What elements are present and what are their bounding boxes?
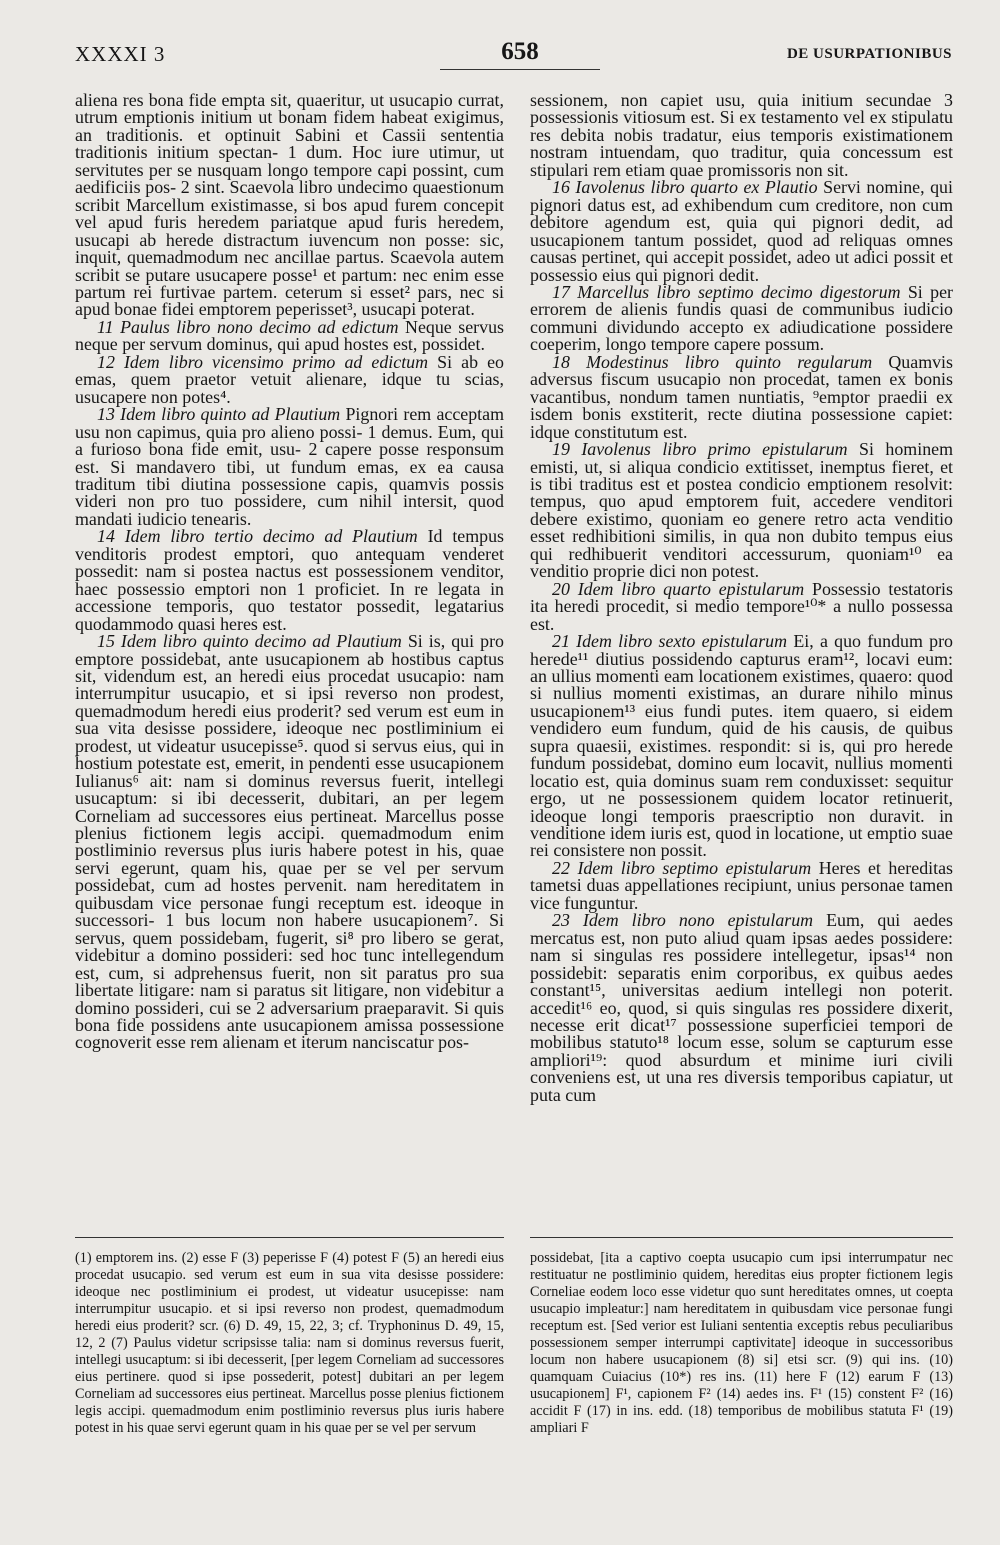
paragraph: [75, 316, 504, 355]
paragraph-text: Ei, a quo fundum pro herede¹¹ diutius possidendo capturus eram¹², locavi eum: an ullius momenti eam locationem existimes, quaero: quod si nullius momenti existimas, an durare nihilo minus usucapionem¹³ eius fundi putes. item quaero, si eidem vendidero eum fundum, quid de his causis, de quibus supra quaesii, existimes. respondit: si is, qui pro herede fundum possidebat, domino eum locavit, nullius momenti locatio est, quia dominus suam rem conduxisset: sequitur ergo, ut ne possessionem quidem locator retinuerit, ideoque longi temporis praescriptio non duravit. in venditione idem iuris est, quod in locatione, ut emptio suae rei consistere non possit.: [530, 631, 953, 861]
paragraph-text: Quamvis adversus fiscum usucapio non procedat, tamen ex bonis vacantibus, nondum tamen nuntiatis, ⁹emptor praedii ex isdem bonis exstiterit, recte diutina possessione capiet: idque constitutum est.: [530, 351, 953, 442]
paragraph: [530, 857, 953, 913]
fragment-heading: 21 Idem libro sexto epistularum: [552, 631, 788, 652]
paragraph: [75, 406, 504, 528]
paragraph-text: sessionem, non capiet usu, quia initium secundae 3 possessionis vitiosum est. Si ex testamento vel ex stipulatu res debita nobis tradatur, eius temporis existimationem nostram intuendam, quo traditur, quia concessum est stipulari rem etiam quae promissoris non sit.: [530, 90, 953, 180]
paragraph-text: Si ab eo emas, quem praetor vetuit alienare, idque tu scias, usucapere non potes⁴.: [75, 351, 504, 407]
left-text-column: [75, 92, 504, 1052]
paragraph: [75, 351, 504, 407]
paragraph: [75, 633, 504, 1052]
fragment-heading: 20 Idem libro quarto epistularum: [552, 578, 805, 599]
paragraph-text: Si per errorem de alienis fundis quasi de communibus iudicio communi dividundo accepto ex adiudicatione possidere coeperim, longo tempore capere possum.: [530, 281, 953, 355]
fragment-heading: 12 Idem libro vicensimo primo ad edictum: [97, 351, 429, 372]
running-title: DE USURPATIONIBUS: [786, 46, 952, 62]
paragraph: [530, 912, 953, 1104]
fragment-heading: 15 Idem libro quinto decimo ad Plautium: [97, 631, 402, 652]
paragraph-text: Neque servus neque per servum dominus, qui apud hostes est, possidet.: [75, 316, 504, 355]
paragraph: [530, 578, 953, 634]
paragraph-text: aliena res bona fide empta sit, quaeritur, ut usucapio currat, utrum emptionis initium ut bonam fidem habeat exigimus, an traditionis. et optinuit Sabini et Cassii sententia traditionis initium spectan- 1 dum. Hoc iure utimur, ut servitutes per se nusquam longo tempore capi possint, cum aedificiis pos- 2 sint. Scaevola libro undecimo quaestionum scribit Marcellum existimasse, si bos apud furem concepit vel apud furis heredem pariatque apud furis heredem, usucapi ab herede distractum iuvencum non posse: sic, inquit, quemadmodum nec ancillae partus. Scaevola autem scribit se putare usucapere posse¹ et partum: nec enim esse partum rei furtivae partem. ceterum si esset² pars, nec si apud bonae fidei emptorem peperisset³, usucapi poterat.: [75, 90, 504, 320]
fragment-heading: 23 Idem libro nono epistularum: [552, 910, 814, 931]
fragment-heading: 18 Modestinus libro quinto regularum: [552, 351, 873, 372]
page-header: [0, 0, 1000, 80]
paragraph: [530, 441, 953, 581]
fragment-heading: 13 Idem libro quinto ad Plautium: [97, 404, 341, 425]
fragment-heading: 17 Marcellus libro septimo decimo digestorum: [552, 281, 901, 302]
page-number: 658: [501, 38, 539, 65]
footnotes-left: [75, 1250, 504, 1436]
footnote-divider-right: [530, 1237, 953, 1238]
fragment-heading: 22 Idem libro septimo epistularum: [552, 857, 812, 878]
paragraph: [530, 179, 953, 284]
header-rule: [440, 69, 600, 70]
paragraph: [530, 351, 953, 442]
paragraph-text: Servi nomine, qui pignori datus est, ad exhibendum cum creditore, non cum debitore agendum est, quia qui pignori dedit, ad usucapionem tantum possidet, quod ad reliquas omnes causas pertinet, qui accepit possidet, adeo ut adici possit et possessio eius qui pignori dedit.: [530, 177, 953, 285]
fragment-heading: 19 Iavolenus libro primo epistularum: [552, 439, 848, 460]
paragraph-text: Si hominem emisti, ut, si aliqua condicio extitisset, inemptus fieret, et is tibi traditus est et postea condicio emptionem resolvit: tempus, quo apud emptorem fuit, accedere venditori debere existimo, quoniam eo genere retro acta venditio esset redhibitioni similis, in qua non dubito tempus eius qui redhibuerit venditori accessurum, quoniam¹⁰ ea venditio proprie dici non potest.: [530, 439, 953, 582]
paragraph-text: Si is, qui pro emptore possidebat, ante usucapionem ab hostibus captus sit, videndum est, an heredi eius procedat usucapio: nam interrumpitur usucapio, et si ipsi reverso non prodest, quemadmodum heredi eius proderit? sed verum est eum in sua vita desisse possidere, ideoque nec postliminium ei prodest, ut videatur usucepisse⁵. quod si servus eius, qui in hostium potestate est, emerit, in pendenti esse usucapionem Iulianus⁶ ait: nam si dominus reversus fuerit, intellegi usucaptum: si ibi decesserit, dubitari, an per legem Corneliam ad successores eius pertineat. Marcellus posse plenius fictionem legis accipi. quemadmodum enim postliminio reversus plus iuris habere potest in his, quae servi egerunt, quam his, quae per se vel per servum possidebat, cum ad hostes pervenit. nam hereditatem in quibusdam vice personae fungi receptum est. ideoque in successori- 1 bus locum non habere usucapionem⁷. Si servus, quem possidebam, fugerit, si⁸ pro libero se gerat, videbitur a domino possideri: sed hoc tunc intellegendum est, cum, si adprehensus fuerit, non sit paratus pro sua libertate litigare: nam si paratus sit litigare, non videbitur a domino possideri, cui se 2 adversarium praeparavit. Si quis bona fide possidens ante usucapionem amissa possessione cognoverit esse rem alienam et iterum nanciscatur pos-: [75, 631, 504, 1053]
fragment-heading: 16 Iavolenus libro quarto ex Plautio: [552, 177, 818, 198]
footnote-text: (1) emptorem ins. (2) esse F (3) peperisse F (4) potest F (5) an heredi eius procedat usucapio. sed verum est eum in sua vita desisse possidere: ideoque nec postliminium ei prodest, ut videatur usucepisse: nam interrumpitur usucapio. et si ipsi reverso non prodest, quemadmodum heredi eius proderit? scr. (6) D. 49, 15, 22, 3; cf. Tryphoninus D. 49, 15, 12, 2 (7) Paulus videtur scripsisse talia: nam si dominus reversus fuerit, intellegi usucaptum: si ibi decesserit, [per legem Corneliam ad successores eius pertinere. quod si ipse possederit, potest] dubitari an per legem Corneliam ad successores eius pertineat. Marcellus posse plenius fictionem legis accipi. quemadmodum enim postliminio reversus plus iuris habere potest in his quae servi egerunt quam in his quae per se vel per servum: [75, 1250, 504, 1436]
footnote-divider-left: [75, 1237, 504, 1238]
paragraph-text: Eum, qui aedes mercatus est, non puto aliud quam ipsas aedes possidere: nam si singulas res possidere intellegetur, ipsas¹⁴ non possidebit: separatis enim corporibus, ex quibus aedes constant¹⁵, universitas aedium intellegi non poterit. accedit¹⁶ eo, quod, si quis singulas res possidere dixerit, necesse erit dicat¹⁷ possessione superficiei tempori de mobilibus statuto¹⁸ locum esse, solum se capturum esse ampliori¹⁹: quod absurdum et minime iuri civili conveniens est, ut una res diversis temporibus capiatur, ut puta cum: [530, 910, 953, 1105]
paragraph-text: Pignori rem acceptam usu non capimus, quia pro alieno possi- 1 demus. Eum, qui a furioso bona fide emit, usu- 2 capere posse responsum est. Si mandavero tibi, ut fundum emas, ex ea causa traditum tibi diutina possessione capis, quamvis possis videri non pro tuo possidere, cum nihil intersit, quod mandati iudicio tenearis.: [75, 404, 504, 529]
paragraph: [530, 633, 953, 860]
fragment-heading: 14 Idem libro tertio decimo ad Plautium: [97, 526, 418, 547]
paragraph: [530, 92, 953, 179]
paragraph-text: Heres et hereditas tametsi duas appellationes recipiunt, unius personae tamen vice funguntur.: [530, 857, 953, 913]
right-text-column: [530, 92, 953, 1104]
footnotes-right: [530, 1250, 953, 1436]
footnote-text: possidebat, [ita a captivo coepta usucapio cum ipsi interrumpatur nec restituatur ne postliminio quidem, hereditas eius propter fictionem legis Corneliae eodem loco esse videtur quo sunt hereditates omnes, ut coepta usucapio impleatur:] nam hereditatem in quibusdam vice personae fungi receptum est. [Sed verior est Iuliani sententia exceptis rebus peculiaribus possessionem semper interrumpi captivitate] ideoque in successoribus locum non habere usucapionem (8) si] etsi scr. (9) qui ins. (10) quamquam Cuiacius (10*) res ins. (11) here F (12) earum F (13) usucapionem] F¹, capionem F² (14) aedes ins. F¹ (15) constent F² (16) accidit F (17) in ins. edd. (18) temporibus de mobilibus statuta F¹ (19) ampliari F: [530, 1250, 953, 1436]
paragraph: [530, 281, 953, 355]
paragraph: [75, 528, 504, 633]
book-title-reference: XXXXI 3: [75, 42, 166, 66]
fragment-heading: 11 Paulus libro nono decimo ad edictum: [97, 316, 399, 337]
paragraph-text: Possessio testatoris ita heredi procedit, si medio tempore¹⁰* a nullo possessa est.: [530, 578, 953, 634]
paragraph-text: Id tempus venditoris prodest emptori, quo antequam venderet possedit: nam si postea nactus est possessionem venditor, haec possessio emptori non 1 proficiet. In re legata in accessione temporis, quo testator possedit, legatarius quodammodo quasi heres est.: [75, 526, 504, 634]
paragraph: [75, 92, 504, 319]
